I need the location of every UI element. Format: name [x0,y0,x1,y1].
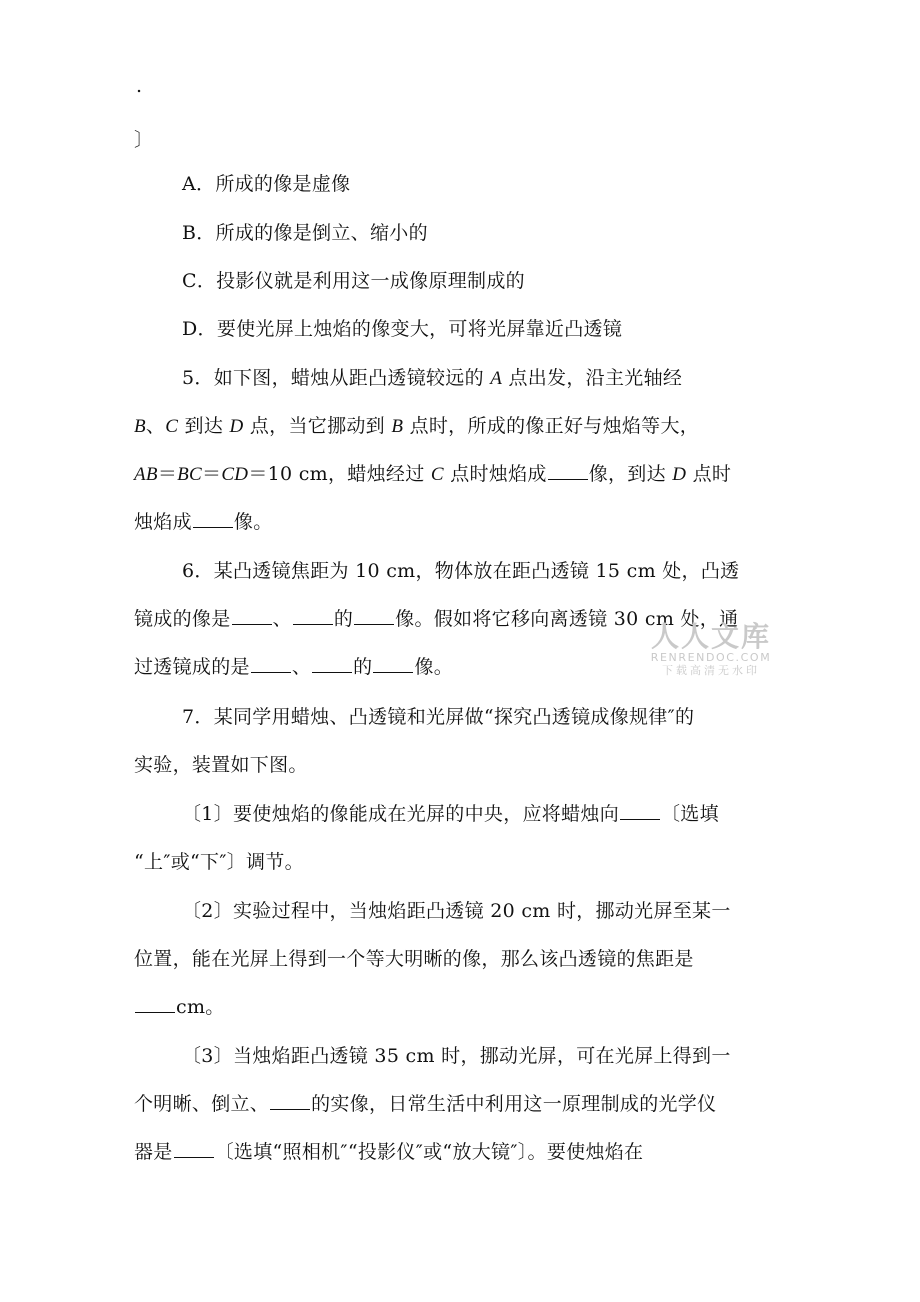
text-span: 6．某凸透镜焦距为 10 cm，物体放在距凸透镜 15 cm 处，凸透 [182,560,740,582]
segment-label: BC [177,464,203,485]
q7-part3-line-2 [134,1090,716,1118]
q5-line-1 [182,364,682,393]
q7-part3-line-3 [134,1138,643,1166]
q7-part3-line-1 [182,1042,731,1070]
text-span: 像。 [233,511,273,533]
text-span: 〔1〕要使烛焰的像能成在光屏的中央，应将蜡烛向 [182,803,619,825]
text-span: 的 [353,656,373,678]
option-d [182,315,622,343]
point-label: D [672,464,687,485]
text-span: 、 [291,656,312,678]
answer-blank[interactable] [620,801,660,820]
text-span: 〔3〕当烛焰距凸透镜 35 cm 时，挪动光屏，可在光屏上得到一 [182,1045,731,1067]
text-span: 点时，所成的像正好与烛焰等大， [409,415,700,437]
option-d-text: D．要使光屏上烛焰的像变大，可将光屏靠近凸透镜 [182,318,623,340]
text-span: 的实像，日常生活中利用这一原理制成的光学仪 [311,1093,717,1115]
text-span: 点时烛焰成 [450,463,547,485]
answer-blank[interactable] [293,606,333,625]
text-span: 镜成的像是 [134,608,231,630]
text-span: 器是 [134,1141,173,1163]
q7-part2-line-2 [134,945,694,973]
option-c-text: C．投影仪就是利用这一成像原理制成的 [182,270,525,292]
watermark-subtitle: 下载高清无水印 [662,664,760,677]
text-span: 、 [272,608,292,630]
text-span: 到达 [184,415,224,437]
text-span: 实验，装置如下图。 [134,754,308,776]
watermark-url: RENRENDOC.COM [650,651,772,664]
text-span: ＝ [202,463,222,485]
text-span: 点，当它挪动到 [249,415,385,437]
point-label: A [490,368,503,389]
text-span: 7．某同学用蜡烛、凸透镜和光屏做“探究凸透镜成像规律″的 [182,706,695,728]
option-a [182,170,350,198]
text-span: ＝10 cm，蜡烛经过 [248,463,425,485]
q7-part2-line-3 [134,993,225,1021]
q7-part2-line-1 [182,897,731,925]
point-label: D [229,416,244,437]
text-span: “上″或“下″〕调节。 [134,851,304,873]
option-b [182,219,428,247]
text-span: 、 [145,415,166,437]
q5-line-2 [134,412,699,441]
q7-part1-line-1 [182,800,719,828]
answer-blank[interactable] [548,461,588,480]
text-span: 的 [333,608,354,630]
text-span: 〔2〕实验过程中，当烛焰距凸透镜 20 cm 时，挪动光屏至某一 [182,900,731,922]
watermark-logo [648,622,774,677]
text-span: 点时 [692,463,732,485]
text-span: 位置，能在光屏上得到一个等大明晰的像，那么该凸透镜的焦距是 [134,948,694,970]
answer-blank[interactable] [251,654,291,673]
segment-label: CD [221,464,249,485]
answer-blank[interactable] [373,654,413,673]
point-label: C [165,416,179,437]
text-span: 像。假如将它移向离透镜 30 cm 处，通 [395,608,739,630]
stray-dot: . [136,75,143,97]
answer-blank[interactable] [270,1091,310,1110]
text-span: 5．如下图，蜡烛从距凸透镜较远的 [182,367,484,389]
bracket-line [134,126,153,154]
segment-label: AB [134,464,158,485]
watermark-title: 人人文库 [650,620,771,653]
answer-blank[interactable] [354,606,394,625]
point-label: B [391,416,404,437]
answer-blank[interactable] [174,1139,214,1158]
text-span: 个明晰、倒立、 [134,1093,270,1115]
text-span: ＝ [157,463,178,485]
option-c [182,267,525,295]
text-span: 烛焰成 [134,511,192,533]
answer-blank[interactable] [193,509,233,528]
text-span: 点出发，沿主光轴经 [508,367,683,389]
q6-line-3 [134,653,453,681]
q5-line-3 [134,460,731,489]
answer-blank[interactable] [312,654,352,673]
option-a-text: A．所成的像是虚像 [182,173,351,195]
text-span: 像，到达 [588,463,666,485]
q7-part1-line-2 [134,848,304,876]
q6-line-1 [182,557,739,585]
option-b-text: B．所成的像是倒立、缩小的 [182,222,428,244]
point-label: C [430,464,444,485]
text-span: 〔选填“照相机″“投影仪″或“放大镜″〕。要使烛焰在 [214,1141,644,1163]
text-span: 〔选填 [661,803,719,825]
answer-blank[interactable] [135,994,175,1013]
text-span: 〕 [134,129,154,151]
q7-line-2 [134,751,308,779]
q5-line-4 [134,508,273,536]
point-label: B [134,416,146,437]
text-span: cm。 [176,996,225,1018]
text-span: 像。 [414,656,454,678]
answer-blank[interactable] [232,606,272,625]
text-span: 过透镜成的是 [134,656,250,678]
q7-line-1 [182,703,694,731]
